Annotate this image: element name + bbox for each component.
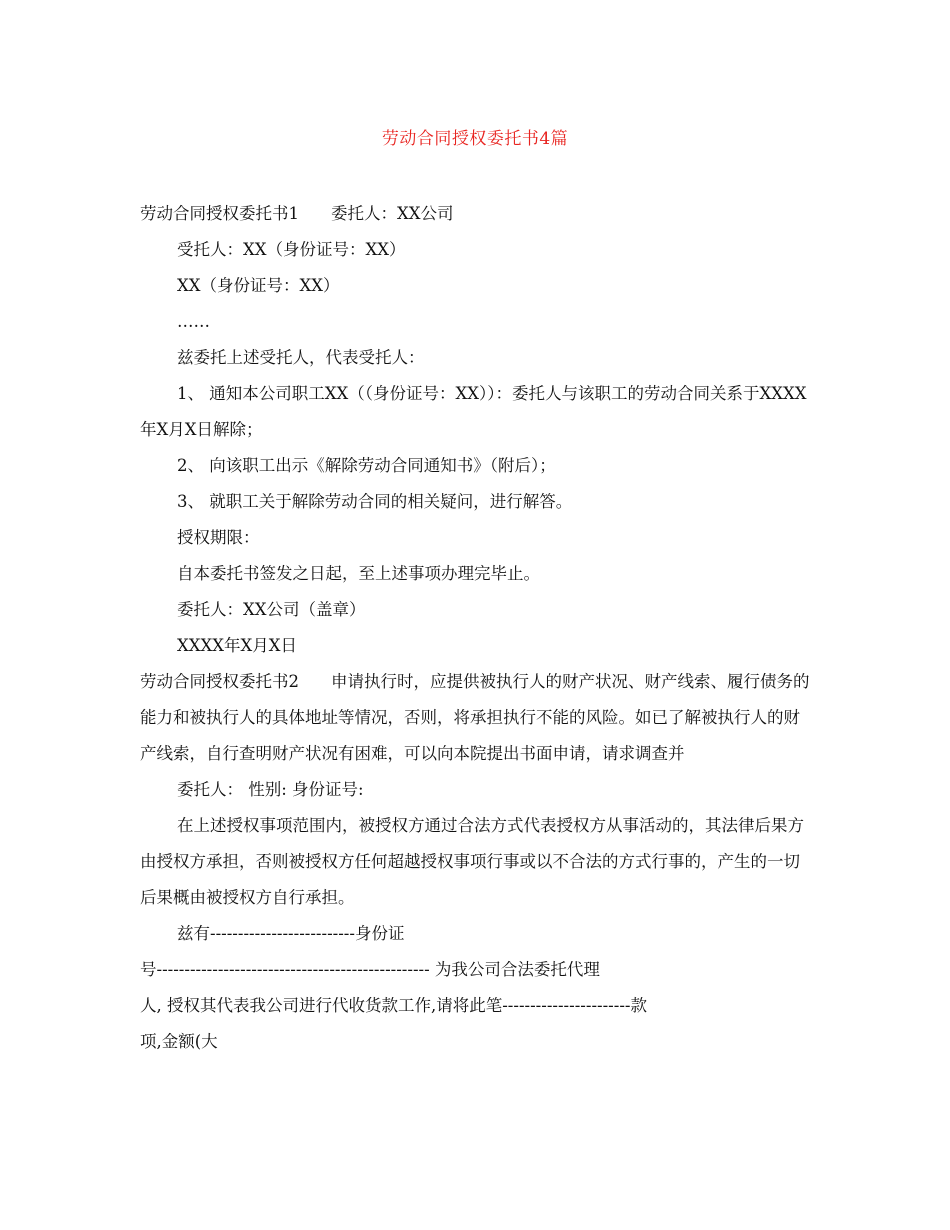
section2-closing-4: 项,金额(大: [140, 1032, 218, 1051]
section1-principal: 委托人：XX公司: [331, 204, 454, 223]
section1-date: XXXX年X月X日: [177, 636, 297, 655]
section2-principal-fields: 委托人： 性别: 身份证号:: [177, 780, 364, 799]
section1-item-3: 3、 就职工关于解除劳动合同的相关疑问，进行解答。: [177, 492, 573, 511]
section1-heading: 劳动合同授权委托书1: [140, 204, 299, 223]
section1-term-label: 授权期限：: [177, 528, 260, 547]
section1-heading-line: [140, 196, 815, 232]
section1-ellipsis: ……: [177, 312, 210, 331]
section1-item-1: 1、 通知本公司职工XX（（身份证号：XX））：委托人与该职工的劳动合同关系于XXXX年X月X日解除；: [140, 384, 807, 439]
section1-term-text: 自本委托书签发之日起，至上述事项办理完毕止。: [177, 564, 540, 583]
document-body: [140, 196, 815, 1060]
section2-liability: 在上述授权事项范围内，被授权方通过合法方式代表授权方从事活动的，其法律后果方由授权方承担，否则被授权方任何超越授权事项行事或以不合法的方式行事的，产生的一切后果概由被授权方自行承担。: [140, 816, 804, 907]
section2-heading: 劳动合同授权委托书2: [140, 672, 299, 691]
section1-item-2: 2、 向该职工出示《解除劳动合同通知书》（附后）；: [177, 456, 556, 475]
section2-intro: 申请执行时，应提供被执行人的财产状况、财产线索、履行债务的能力和被执行人的具体地址等情况，否则，将承担执行不能的风险。如已了解被执行人的财产线索，自行查明财产状况有困难，可以向本院提出书面申请，请求调查并: [140, 672, 810, 763]
section1-signature: 委托人：XX公司（盖章）: [177, 600, 366, 619]
section2-closing-2: 号------------------------------------------------- 为我公司合法委托代理: [140, 960, 600, 979]
section1-agent: 受托人：XX（身份证号：XX）: [177, 240, 406, 259]
section2-heading-para: [140, 664, 815, 772]
section1-agent-2: XX（身份证号：XX）: [177, 276, 340, 295]
section2-closing-3: 人, 授权其代表我公司进行代收货款工作,请将此笔-----------------------款: [140, 996, 647, 1015]
section1-entrust: 兹委托上述受托人，代表受托人：: [177, 348, 425, 367]
section2-closing-1: 兹有--------------------------身份证: [177, 924, 405, 943]
document-title: 劳动合同授权委托书4篇: [381, 129, 569, 149]
